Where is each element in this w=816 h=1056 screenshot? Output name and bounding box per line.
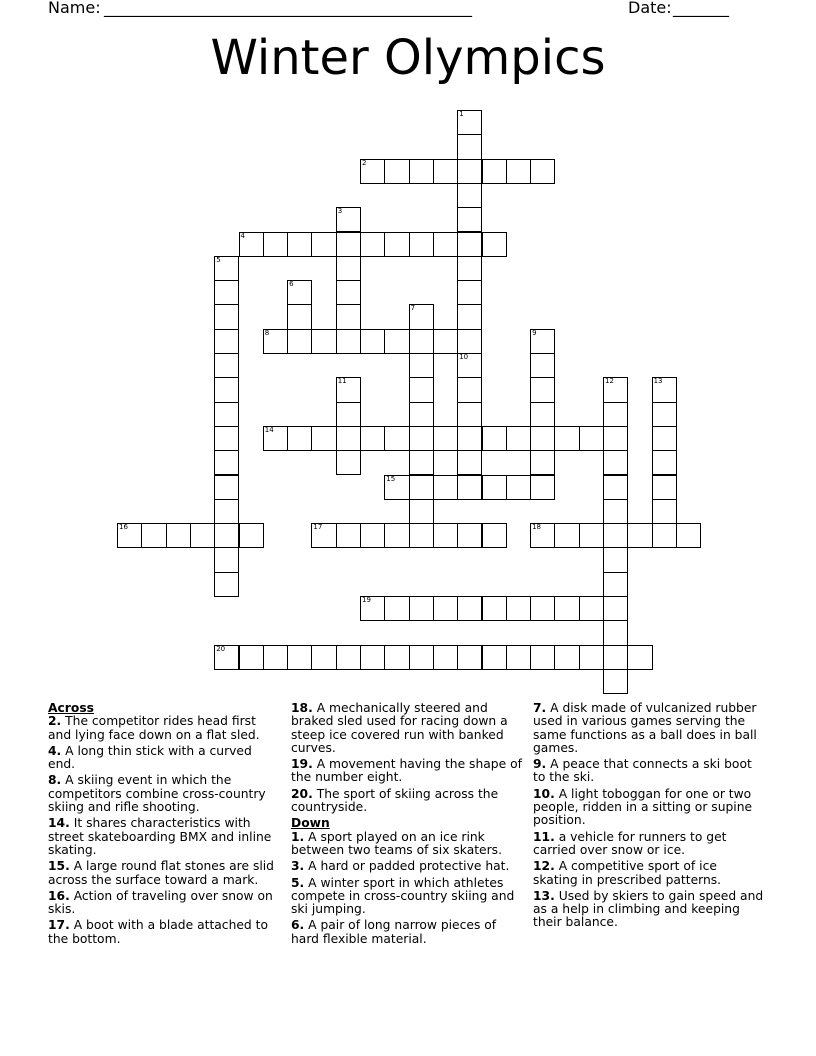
grid-cell[interactable] <box>336 329 361 354</box>
grid-cell[interactable] <box>506 475 531 500</box>
grid-cell[interactable] <box>214 353 239 378</box>
grid-cell[interactable] <box>652 402 677 427</box>
grid-cell[interactable] <box>433 426 458 451</box>
grid-cell[interactable] <box>506 426 531 451</box>
grid-cell[interactable] <box>409 377 434 402</box>
grid-cell[interactable] <box>457 232 482 257</box>
grid-cell[interactable] <box>627 523 652 548</box>
grid-cell[interactable] <box>409 159 434 184</box>
grid-cell[interactable] <box>311 426 336 451</box>
grid-cell[interactable] <box>214 499 239 524</box>
grid-cell[interactable] <box>214 645 239 670</box>
grid-cell[interactable] <box>384 645 409 670</box>
clue-number: 6 <box>289 280 294 289</box>
grid-cell[interactable] <box>627 645 652 670</box>
clue-number-label: 19. <box>291 757 313 772</box>
clue-text: Action of traveling over snow on skis. <box>48 888 273 917</box>
grid-cell[interactable] <box>603 620 628 645</box>
across-clue <box>291 788 523 815</box>
grid-cell[interactable] <box>287 645 312 670</box>
grid-cell[interactable] <box>360 329 385 354</box>
clue-text: A hard or padded protective hat. <box>304 859 510 874</box>
grid-cell[interactable] <box>530 159 555 184</box>
grid-cell[interactable] <box>263 426 288 451</box>
grid-cell[interactable] <box>433 159 458 184</box>
grid-cell[interactable] <box>311 645 336 670</box>
grid-cell[interactable] <box>360 426 385 451</box>
clue-number: 13 <box>653 377 663 386</box>
grid-cell[interactable] <box>384 159 409 184</box>
clue-text: A pair of long narrow pieces of hard flexible material. <box>291 918 497 946</box>
down-clue <box>533 788 765 828</box>
grid-cell[interactable] <box>409 523 434 548</box>
grid-cell[interactable] <box>336 402 361 427</box>
clue-number-label: 3. <box>291 859 305 874</box>
down-clue <box>291 860 523 873</box>
grid-cell[interactable] <box>360 232 385 257</box>
clue-number-label: 20. <box>291 786 313 801</box>
grid-cell[interactable] <box>579 426 604 451</box>
grid-cell[interactable] <box>409 499 434 524</box>
grid-cell[interactable] <box>603 402 628 427</box>
down-heading: Down <box>291 816 330 831</box>
grid-cell[interactable] <box>433 329 458 354</box>
clue-number-label: 9. <box>533 757 547 772</box>
grid-cell[interactable] <box>336 377 361 402</box>
grid-cell[interactable] <box>457 475 482 500</box>
clue-number: 12 <box>605 377 614 386</box>
grid-cell[interactable] <box>311 329 336 354</box>
clue-number-label: 11. <box>533 829 555 844</box>
clue-number: 8 <box>264 328 270 337</box>
grid-cell[interactable] <box>287 280 312 305</box>
grid-cell[interactable] <box>554 426 579 451</box>
clue-number-label: 15. <box>48 859 70 874</box>
grid-cell[interactable] <box>554 645 579 670</box>
grid-cell[interactable] <box>603 645 628 670</box>
clue-text: A competitive sport of ice skating in prescribed patterns. <box>533 859 722 887</box>
grid-cell[interactable] <box>336 645 361 670</box>
grid-cell[interactable] <box>457 304 482 329</box>
clue-text: A boot with a blade attached to the bottom. <box>48 918 268 946</box>
grid-cell[interactable] <box>214 523 239 548</box>
grid-cell[interactable] <box>482 475 507 500</box>
across-clue <box>291 702 523 755</box>
date-blank-line[interactable]: _______ <box>673 0 729 17</box>
grid-cell[interactable] <box>214 304 239 329</box>
grid-cell[interactable] <box>214 256 239 281</box>
grid-cell[interactable] <box>409 450 434 475</box>
grid-cell[interactable] <box>360 159 385 184</box>
grid-cell[interactable] <box>214 377 239 402</box>
across-clue <box>48 817 280 857</box>
clue-number: 17 <box>313 523 323 532</box>
grid-cell[interactable] <box>530 475 555 500</box>
across-clue <box>48 715 280 742</box>
grid-cell[interactable] <box>482 426 507 451</box>
clue-text: The sport of skiing across the countryside. <box>291 786 499 815</box>
clue-text: The competitor rides head first and lying face down on a flat sled. <box>48 714 260 742</box>
grid-cell[interactable] <box>482 596 507 621</box>
grid-cell[interactable] <box>384 426 409 451</box>
across-clue <box>48 919 280 946</box>
grid-cell[interactable] <box>239 523 264 548</box>
grid-cell[interactable] <box>287 232 312 257</box>
across-clue <box>291 758 523 785</box>
grid-cell[interactable] <box>457 426 482 451</box>
clue-text: It shares characteristics with street skateboarding BMX and inline skating. <box>48 816 272 857</box>
clue-number-label: 17. <box>48 918 70 933</box>
down-clue <box>291 919 523 946</box>
clue-text: A light toboggan for one or two people, ridden in a sitting or supine position. <box>533 786 753 828</box>
grid-cell[interactable] <box>336 256 361 281</box>
grid-cell[interactable] <box>652 523 677 548</box>
clue-number-label: 12. <box>533 859 555 874</box>
grid-cell[interactable] <box>652 499 677 524</box>
clue-number: 20 <box>216 644 226 653</box>
clue-number: 19 <box>362 596 371 604</box>
grid-cell[interactable] <box>482 159 507 184</box>
clue-column-3 <box>533 702 765 933</box>
grid-cell[interactable] <box>603 523 628 548</box>
grid-cell[interactable] <box>360 645 385 670</box>
grid-cell[interactable] <box>336 426 361 451</box>
clue-text: Used by skiers to gain speed and as a help in climbing and keeping their balance. <box>533 888 764 930</box>
grid-cell[interactable] <box>652 450 677 475</box>
grid-cell[interactable] <box>457 110 482 135</box>
grid-cell[interactable] <box>506 596 531 621</box>
grid-cell[interactable] <box>603 596 628 621</box>
grid-cell[interactable] <box>384 475 409 500</box>
grid-cell[interactable] <box>384 232 409 257</box>
grid-cell[interactable] <box>384 596 409 621</box>
grid-cell[interactable] <box>263 329 288 354</box>
grid-cell[interactable] <box>530 377 555 402</box>
name-blank-line[interactable]: ______________________________________________ <box>104 0 472 17</box>
grid-cell[interactable] <box>409 426 434 451</box>
clue-number-label: 2. <box>48 714 62 729</box>
grid-cell[interactable] <box>384 329 409 354</box>
clue-text: A mechanically steered and braked sled used for racing down a steep ice covered run with banked curves. <box>291 701 508 755</box>
grid-cell[interactable] <box>214 329 239 354</box>
grid-cell[interactable] <box>603 475 628 500</box>
grid-cell[interactable] <box>384 523 409 548</box>
grid-cell[interactable] <box>652 475 677 500</box>
clue-text: A large round flat stones are slid across the surface toward a mark. <box>48 859 274 887</box>
grid-cell[interactable] <box>336 523 361 548</box>
clue-number: 14 <box>264 425 274 434</box>
down-clue <box>533 890 765 930</box>
date-label: Date: <box>628 0 672 17</box>
grid-cell[interactable] <box>554 596 579 621</box>
grid-cell[interactable] <box>506 645 531 670</box>
grid-cell[interactable] <box>482 523 507 548</box>
grid-cell[interactable] <box>336 280 361 305</box>
grid-cell[interactable] <box>263 645 288 670</box>
grid-cell[interactable] <box>311 523 336 548</box>
clue-text: A winter sport in which athletes compete in cross-country skiing and ski jumping. <box>291 875 515 917</box>
clue-number-label: 7. <box>533 701 547 715</box>
grid-cell[interactable] <box>409 353 434 378</box>
across-clue <box>48 890 280 917</box>
grid-cell[interactable] <box>433 232 458 257</box>
clue-number-label: 4. <box>48 743 62 758</box>
clue-number-label: 10. <box>533 786 555 801</box>
name-label: Name: <box>48 0 101 17</box>
grid-cell[interactable] <box>457 353 482 378</box>
grid-cell[interactable] <box>676 523 701 548</box>
clue-column-1 <box>48 702 280 949</box>
grid-cell[interactable] <box>433 596 458 621</box>
down-clue <box>533 860 765 887</box>
grid-cell[interactable] <box>530 353 555 378</box>
grid-cell[interactable] <box>530 596 555 621</box>
grid-cell[interactable] <box>603 547 628 572</box>
grid-cell[interactable] <box>457 402 482 427</box>
grid-cell[interactable] <box>457 256 482 281</box>
grid-cell[interactable] <box>214 450 239 475</box>
grid-cell[interactable] <box>336 450 361 475</box>
grid-cell[interactable] <box>603 377 628 402</box>
clue-number: 9 <box>532 328 537 337</box>
clue-number: 7 <box>410 304 416 313</box>
grid-cell[interactable] <box>214 426 239 451</box>
grid-cell[interactable] <box>579 645 604 670</box>
grid-cell[interactable] <box>603 450 628 475</box>
clue-number: 1 <box>459 110 464 118</box>
grid-cell[interactable] <box>579 523 604 548</box>
grid-cell[interactable] <box>457 523 482 548</box>
clue-text: A movement having the shape of the number eight. <box>291 757 522 785</box>
clue-number-label: 16. <box>48 888 70 903</box>
grid-cell[interactable] <box>433 475 458 500</box>
grid-cell[interactable] <box>214 572 239 597</box>
grid-cell[interactable] <box>652 426 677 451</box>
down-clue <box>533 831 765 858</box>
grid-cell[interactable] <box>530 450 555 475</box>
grid-cell[interactable] <box>166 523 191 548</box>
grid-cell[interactable] <box>360 596 385 621</box>
clue-number: 3 <box>337 207 343 216</box>
clue-number-label: 6. <box>291 918 305 933</box>
across-heading: Across <box>48 701 94 715</box>
clue-number-label: 13. <box>533 888 555 903</box>
grid-cell[interactable] <box>409 402 434 427</box>
grid-cell[interactable] <box>482 232 507 257</box>
down-clue <box>533 758 765 785</box>
grid-cell[interactable] <box>409 645 434 670</box>
grid-cell[interactable] <box>530 329 555 354</box>
clue-number: 10 <box>459 353 469 361</box>
grid-cell[interactable] <box>409 304 434 329</box>
clue-number-label: 8. <box>48 773 62 788</box>
grid-cell[interactable] <box>311 232 336 257</box>
grid-cell[interactable] <box>457 280 482 305</box>
grid-cell[interactable] <box>530 645 555 670</box>
clue-text: A peace that connects a ski boot to the ski. <box>533 757 752 785</box>
grid-cell[interactable] <box>263 232 288 257</box>
clue-number: 11 <box>337 377 347 386</box>
grid-cell[interactable] <box>603 669 628 694</box>
clue-text: A sport played on an ice rink between two teams of six skaters. <box>291 829 502 857</box>
grid-cell[interactable] <box>336 232 361 257</box>
grid-cell[interactable] <box>117 523 142 548</box>
grid-cell[interactable] <box>457 207 482 232</box>
grid-cell[interactable] <box>457 645 482 670</box>
grid-cell[interactable] <box>506 159 531 184</box>
grid-cell[interactable] <box>603 572 628 597</box>
grid-cell[interactable] <box>554 523 579 548</box>
clue-text: A long thin stick with a curved end. <box>48 743 252 772</box>
grid-cell[interactable] <box>214 547 239 572</box>
grid-cell[interactable] <box>214 402 239 427</box>
clue-number-label: 1. <box>291 829 305 844</box>
grid-cell[interactable] <box>603 426 628 451</box>
grid-cell[interactable] <box>190 523 215 548</box>
grid-cell[interactable] <box>482 645 507 670</box>
grid-cell[interactable] <box>239 232 264 257</box>
grid-cell[interactable] <box>141 523 166 548</box>
across-clue <box>48 745 280 772</box>
down-clue <box>533 702 765 755</box>
grid-cell[interactable] <box>287 304 312 329</box>
grid-cell[interactable] <box>433 645 458 670</box>
page-title: Winter Olympics <box>210 30 606 86</box>
grid-cell[interactable] <box>603 499 628 524</box>
clue-number-label: 18. <box>291 701 313 715</box>
grid-cell[interactable] <box>287 426 312 451</box>
grid-cell[interactable] <box>457 183 482 208</box>
down-clue <box>291 831 523 858</box>
clue-number: 18 <box>532 523 542 532</box>
grid-cell[interactable] <box>409 596 434 621</box>
grid-cell[interactable] <box>457 329 482 354</box>
clue-number-label: 14. <box>48 816 70 831</box>
grid-cell[interactable] <box>214 280 239 305</box>
grid-cell[interactable] <box>287 329 312 354</box>
grid-cell[interactable] <box>457 450 482 475</box>
across-clue <box>48 860 280 887</box>
grid-cell[interactable] <box>336 207 361 232</box>
grid-cell[interactable] <box>530 402 555 427</box>
clue-number: 15 <box>386 474 396 483</box>
down-clue <box>291 877 523 917</box>
grid-cell[interactable] <box>409 329 434 354</box>
clue-number: 16 <box>119 523 128 532</box>
grid-cell[interactable] <box>579 596 604 621</box>
clue-column-2 <box>291 702 523 949</box>
grid-cell[interactable] <box>360 523 385 548</box>
clue-number: 4 <box>240 231 245 240</box>
grid-cell[interactable] <box>336 304 361 329</box>
grid-cell[interactable] <box>457 159 482 184</box>
grid-cell[interactable] <box>652 377 677 402</box>
grid-cell[interactable] <box>433 523 458 548</box>
grid-cell[interactable] <box>409 232 434 257</box>
grid-cell[interactable] <box>530 426 555 451</box>
clue-number: 5 <box>216 255 221 264</box>
clue-text: A disk made of vulcanized rubber used in various games serving the same functions as a ball does in ball games. <box>533 701 757 755</box>
grid-cell[interactable] <box>457 134 482 159</box>
grid-cell[interactable] <box>457 377 482 402</box>
clue-text: A skiing event in which the competitors combine cross-country skiing and rifle shooting. <box>48 773 266 815</box>
clue-number-label: 5. <box>291 875 305 890</box>
clue-number: 2 <box>362 158 367 167</box>
grid-cell[interactable] <box>214 475 239 500</box>
grid-cell[interactable] <box>530 523 555 548</box>
grid-cell[interactable] <box>409 475 434 500</box>
grid-cell[interactable] <box>239 645 264 670</box>
across-clue <box>48 774 280 814</box>
grid-cell[interactable] <box>457 596 482 621</box>
clue-text: a vehicle for runners to get carried over snow or ice. <box>533 829 727 857</box>
